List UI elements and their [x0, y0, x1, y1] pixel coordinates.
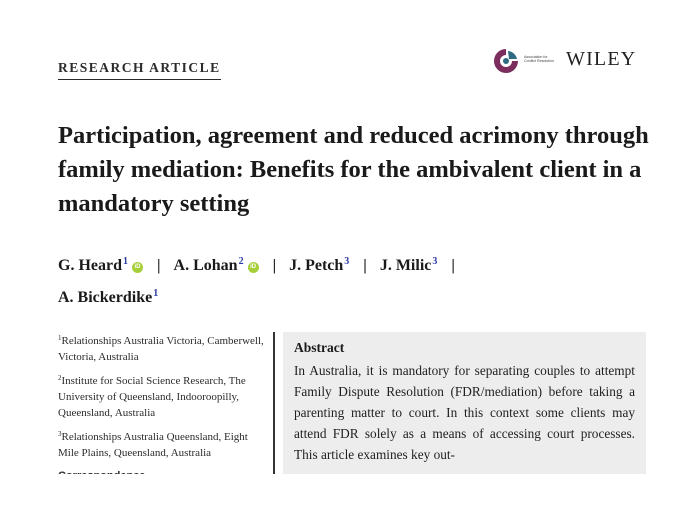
affiliation-marker: 3	[344, 256, 350, 267]
author-name: G. Heard	[58, 257, 122, 274]
column-divider	[273, 332, 275, 474]
author-name: A. Lohan	[173, 257, 238, 274]
affiliation-number: 2	[58, 374, 62, 382]
publisher-logo: WILEY	[566, 48, 637, 70]
affiliation-number: 3	[58, 430, 62, 438]
affiliation-text: Relationships Australia Queensland, Eight Mile Plains, Queensland, Australia	[58, 431, 248, 459]
author-name: A. Bickerdike	[58, 289, 153, 306]
affiliation-number: 1	[58, 334, 62, 342]
affiliation-text: Institute for Social Science Research, The University of Queensland, Indooroopilly, Queensland, Australia	[58, 375, 246, 419]
author[interactable]	[289, 248, 349, 280]
affiliation	[58, 426, 268, 461]
affiliation-text: Relationships Australia Victoria, Camberwell, Victoria, Australia	[58, 335, 264, 363]
publisher-logos	[491, 46, 651, 76]
affiliation-marker: 1	[123, 256, 128, 267]
author-separator: |	[451, 257, 455, 274]
affiliation-list	[58, 330, 268, 466]
affiliation	[58, 370, 268, 421]
author[interactable]	[58, 248, 143, 280]
abstract-text: In Australia, it is mandatory for separating couples to attempt Family Dispute Resolution (FDR/mediation) before taking a parenting matter to court. In this context some clients may attend FDR solely as a means of accessing court processes. This article examines key out-	[294, 363, 635, 462]
affiliation-marker: 3	[432, 256, 438, 267]
author-list	[58, 248, 658, 312]
acr-logo-icon	[491, 46, 521, 76]
author-separator: |	[272, 257, 277, 274]
affiliation-marker: 1	[153, 288, 159, 299]
author-separator: |	[157, 257, 161, 274]
affiliation-marker: 2	[238, 256, 244, 267]
page-crop-edge	[0, 474, 700, 514]
author[interactable]	[174, 248, 259, 280]
author[interactable]	[380, 248, 438, 280]
association-name: Association for Conflict Resolution	[524, 55, 554, 64]
abstract-box	[283, 332, 646, 474]
orcid-icon[interactable]: iD	[248, 262, 259, 273]
abstract-heading: Abstract	[294, 340, 345, 355]
affiliation	[58, 330, 268, 365]
article-title: Participation, agreement and reduced acrimony through family mediation: Benefits for the ambivalent client in a mandatory setting	[58, 122, 649, 217]
author-separator: |	[363, 257, 367, 274]
author[interactable]	[58, 280, 158, 312]
orcid-icon[interactable]: iD	[132, 262, 143, 273]
author-name: J. Petch	[289, 257, 344, 274]
article-type-label: RESEARCH ARTICLE	[58, 60, 221, 80]
author-name: J. Milic	[379, 257, 432, 274]
